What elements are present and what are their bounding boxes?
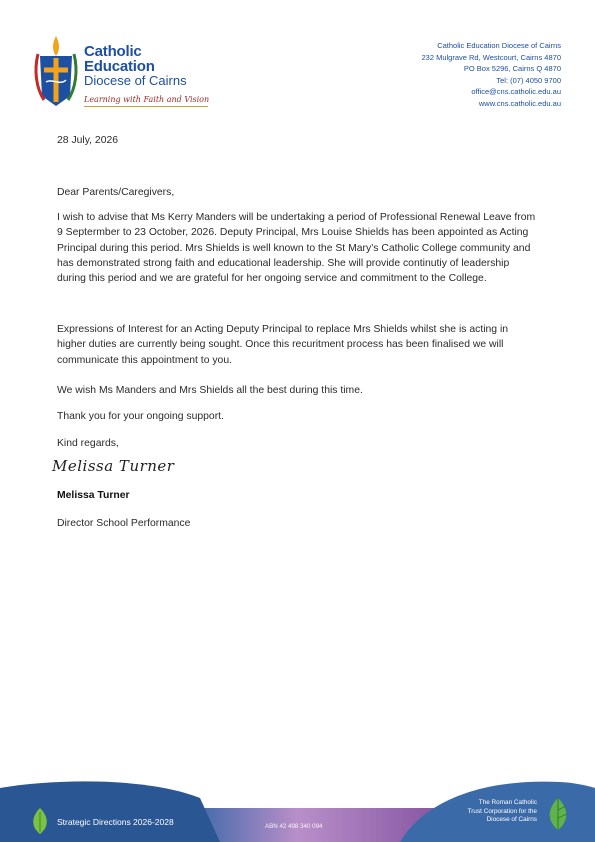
contact-street: 232 Mulgrave Rd, Westcourt, Cairns 4870: [421, 52, 561, 62]
contact-phone: Tel: (07) 4050 9700: [496, 75, 561, 85]
paragraph-2: Expressions of Interest for an Acting Deputy Principal to replace Mrs Shields whilst she is acting in higher duties are currently being sought. Once this recuritment process has been finalised we will communicate this appointment to you.: [57, 324, 509, 366]
signer-name: Melissa Turner: [57, 490, 130, 501]
leaf-icon-left: [28, 806, 52, 836]
paragraph-1: I wish to advise that Ms Kerry Manders will be undertaking a period of Professional Renewal Leave from 9 Septermber to 23 October, 2026. Deputy Principal, Mrs Louise Shields has been appointed as Acting Principal during this period. Mrs Shields is well known to the St Mary’s Catholic College community and has demonstrated strong faith and educational leadership. She will provide continutiy of leadership during this period and we are grateful for her ongoing service and commitment to the College.: [57, 212, 536, 285]
footer-strategic-directions: Strategic Directions 2026-2028: [57, 817, 174, 827]
letter-greeting: Dear Parents/Caregivers,: [57, 187, 175, 198]
contact-email[interactable]: office@cns.catholic.edu.au: [471, 87, 561, 97]
paragraph-4: Thank you for your ongoing support.: [57, 411, 224, 422]
handwritten-signature: Melissa Turner: [52, 457, 175, 475]
footer-abn: ABN 42 498 340 094: [265, 823, 323, 830]
contact-block: [421, 40, 561, 110]
footer-right-line-2: Trust Corporation for the: [467, 807, 537, 815]
logo-wordmark: [84, 44, 187, 88]
footer-right-line-1: The Roman Catholic: [478, 799, 537, 806]
paragraph-3: We wish Ms Manders and Mrs Shields all the best during this time.: [57, 385, 363, 396]
contact-org: Catholic Education Diocese of Cairns: [437, 41, 561, 50]
contact-website[interactable]: www.cns.catholic.edu.au: [478, 98, 561, 108]
letter-closing: Kind regards,: [57, 438, 119, 449]
signer-title: Director School Performance: [57, 518, 191, 529]
tagline-rule: [84, 106, 208, 107]
contact-po-box: PO Box 5296, Cairns Q 4870: [463, 64, 561, 74]
brand-line-1: Catholic: [84, 43, 142, 60]
brand-line-2: Education: [84, 58, 155, 75]
tagline: Learning with Faith and Vision: [84, 95, 210, 104]
leaf-icon-right: [542, 796, 574, 832]
footer-trust-corporation: [468, 799, 537, 825]
footer-right-line-3: Diocese of Cairns: [486, 816, 537, 824]
brand-line-3: Diocese of Cairns: [84, 73, 187, 88]
letter-date: 28 July, 2026: [57, 135, 119, 146]
